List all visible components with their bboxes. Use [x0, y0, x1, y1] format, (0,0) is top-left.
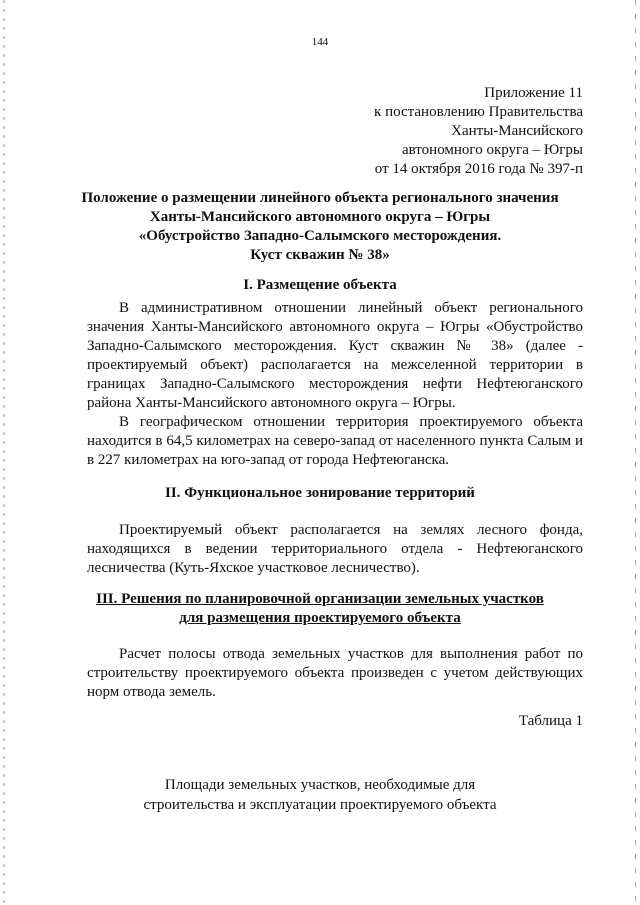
section-1-heading: I. Размещение объекта [243, 277, 397, 293]
table-caption [60, 775, 580, 815]
title-line: Положение о размещении линейного объекта регионального значения [81, 190, 559, 206]
section-1-paragraph-2: В географическом отношении территория проектируемого объекта находится в 64,5 километрах на северо-запад от населенного пункта Салым и в 227 километрах на юго-запад от города Нефтеюганска. [87, 414, 583, 468]
section-2-paragraph-1: Проектируемый объект располагается на землях лесного фонда, находящихся в ведении территориального отдела - Нефтеюганского лесничества (Куть-Яхское участковое лесничество). [87, 522, 583, 576]
table-caption-line: строительства и эксплуатации проектируемого объекта [143, 797, 497, 813]
appendix-line: от 14 октября 2016 года № 397-п [374, 161, 583, 177]
section-3-heading [60, 590, 580, 628]
appendix-line: Ханты-Мансийского [451, 123, 583, 139]
scan-edge-right [635, 0, 636, 905]
title-line: «Обустройство Западно-Салымского месторождения. [138, 228, 502, 244]
table-caption-line: Площади земельных участков, необходимые для [164, 777, 476, 793]
section-3-heading-line: III. Решения по планировочной организации земельных участков [96, 591, 544, 607]
appendix-line: автономного округа – Югры [401, 142, 583, 158]
appendix-block [374, 84, 583, 179]
page-number: 144 [311, 36, 329, 48]
document-title [60, 189, 580, 265]
scan-edge-left [3, 0, 5, 905]
section-3-paragraph-1: Расчет полосы отвода земельных участков для выполнения работ по строительству проектируемого объекта произведен с учетом действующих норм отвода земель. [87, 646, 583, 700]
section-2-heading: II. Функциональное зонирование территорий [165, 485, 475, 501]
section-1-paragraph-1: В административном отношении линейный объект регионального значения Ханты-Мансийского автономного округа – Югры «Обустройство Западно-Салымского месторождения. Куст скважин № 38» (далее - проектируемый объект) располагается на межселенной территории в границах Западно-Салымского месторождения нефти Нефтеюганского района Ханты-Мансийского автономного округа – Югры. [87, 300, 583, 411]
title-line: Куст скважин № 38» [250, 247, 390, 263]
table-label: Таблица 1 [518, 713, 583, 729]
appendix-line: к постановлению Правительства [374, 104, 583, 120]
title-line: Ханты-Мансийского автономного округа – Югры [149, 209, 491, 225]
appendix-line: Приложение 11 [484, 85, 583, 101]
section-3-heading-line: для размещения проектируемого объекта [179, 610, 461, 626]
